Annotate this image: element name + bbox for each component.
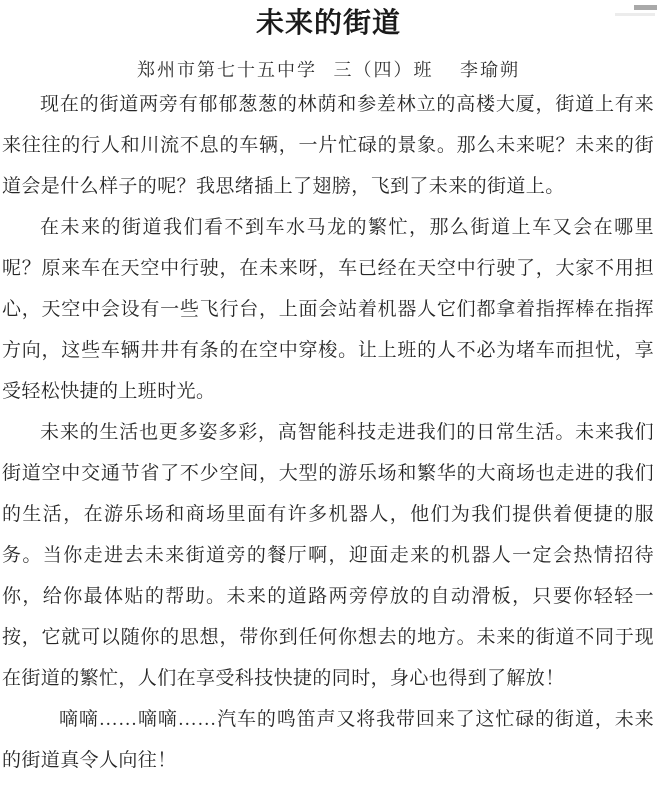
essay-page xyxy=(0,5,657,795)
byline-school: 郑州市第七十五中学 xyxy=(137,60,317,80)
byline-class: 三（四）班 xyxy=(333,60,434,80)
essay-body xyxy=(0,84,657,781)
essay-paragraph-2: 在未来的街道我们看不到车水马龙的繁忙，那么街道上车又会在哪里呢？原来车在天空中行驶，在未来呀，车已经在天空中行驶了，大家不用担心，天空中会设有一些飞行台，上面会站着机器人它们都拿着指挥棒在指挥方向，这些车辆井井有条的在空中穿梭。让上班的人不必为堵车而担忧，享受轻松快捷的上班时光。 xyxy=(2,217,654,402)
essay-paragraph-3: 未来的生活也更多姿多彩，高智能科技走进我们的日常生活。未来我们街道空中交通节省了不少空间，大型的游乐场和繁华的大商场也走进的我们的生活，在游乐场和商场里面有许多机器人，他们为我们提供着便捷的服务。当你走进去未来街道旁的餐厅啊，迎面走来的机器人一定会热情招待你，给你最体贴的帮助。未来的道路两旁停放的自动滑板，只要你轻轻一按，它就可以随你的思想，带你到任何你想去的地方。未来的街道不同于现在街道的繁忙，人们在享受科技快捷的同时，身心也得到了解放！ xyxy=(2,422,654,689)
scrollbar-fragment-artifact-faint xyxy=(615,13,655,16)
byline-author: 李瑜朔 xyxy=(460,60,520,80)
essay-paragraph-4: 嘀嘀……嘀嘀……汽车的鸣笛声又将我带回来了这忙碌的街道，未来的街道真令人向往！ xyxy=(2,709,654,771)
scrollbar-fragment-artifact xyxy=(634,5,657,10)
essay-title: 未来的街道 xyxy=(255,8,401,39)
essay-byline xyxy=(0,58,657,82)
essay-paragraph-1: 现在的街道两旁有郁郁葱葱的林荫和参差林立的高楼大厦，街道上有来来往往的行人和川流不息的车辆，一片忙碌的景象。那么未来呢？未来的街道会是什么样子的呢？我思绪插上了翅膀，飞到了未来的街道上。 xyxy=(2,94,654,197)
